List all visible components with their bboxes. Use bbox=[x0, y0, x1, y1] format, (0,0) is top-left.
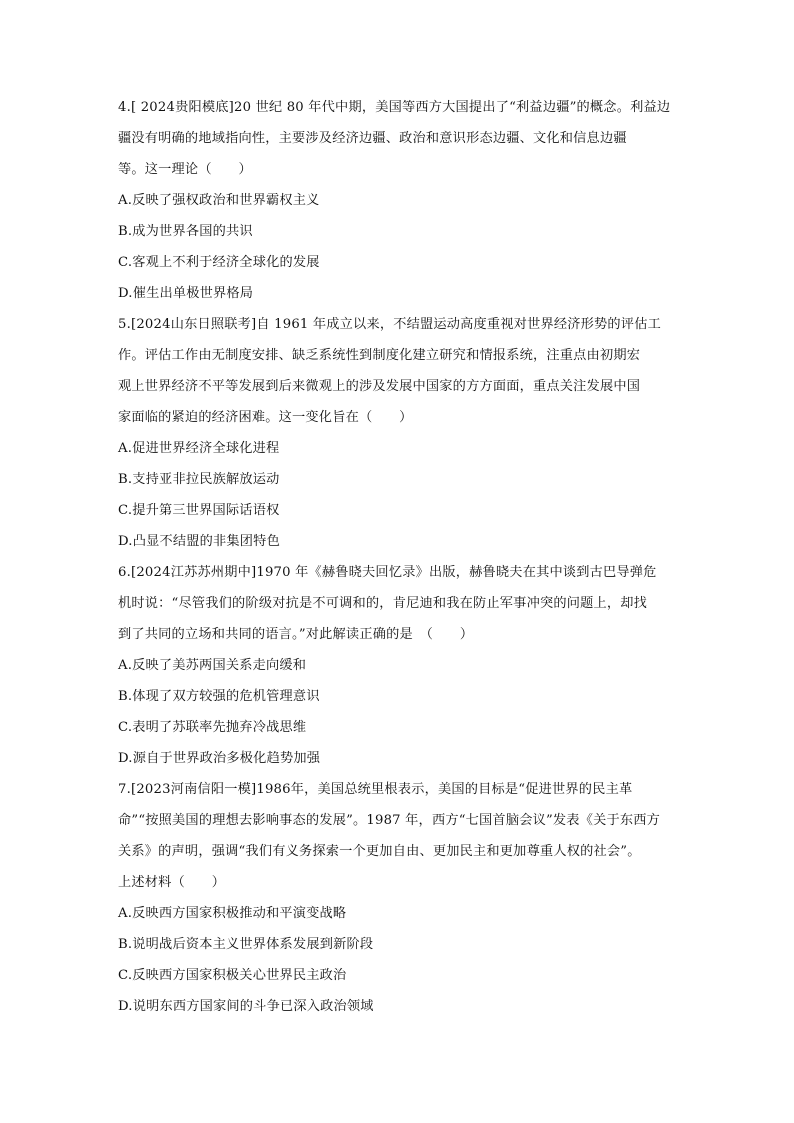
option-a: A.促进世界经济全球化进程 bbox=[118, 441, 280, 456]
stem-line: 机时说：“尽管我们的阶级对抗是不可调和的，肯尼迪和我在防止军事冲突的问题上，却找 bbox=[118, 596, 648, 611]
option-d: D.催生出单极世界格局 bbox=[118, 286, 254, 301]
stem-line: 命”“按照美国的理想去影响事态的发展”。1987 年，西方“七国首脑会议”发表《关于东西方 bbox=[118, 813, 661, 828]
question-stem bbox=[118, 309, 678, 433]
stem-line: 关系》的声明，强调“我们有义务探索一个更加自由、更加民主和更加尊重人权的社会”。 bbox=[118, 844, 641, 859]
option-d: D.源自于世界政治多极化趋势加强 bbox=[118, 751, 321, 766]
option-b: B.说明战后资本主义世界体系发展到新阶段 bbox=[118, 937, 374, 952]
option-b: B.成为世界各国的共识 bbox=[118, 224, 253, 239]
option-c: C.客观上不利于经济全球化的发展 bbox=[118, 255, 320, 270]
option-c: C.提升第三世界国际话语权 bbox=[118, 503, 280, 518]
option-d: D.说明东西方国家间的斗争已深入政治领域 bbox=[118, 999, 374, 1014]
stem-line: 观上世界经济不平等发展到后来微观上的涉及发展中国家的方方面面，重点关注发展中国 bbox=[118, 379, 641, 394]
option-a: A.反映西方国家积极推动和平演变战略 bbox=[118, 906, 347, 921]
stem-line: 家面临的紧迫的经济困难。这一变化旨在（ ） bbox=[118, 410, 413, 425]
stem-line: 5.[2024山东日照联考]自 1961 年成立以来，不结盟运动高度重视对世界经济形势的评估工 bbox=[118, 317, 661, 332]
stem-line: 上述材料（ ） bbox=[118, 875, 226, 890]
option-b: B.支持亚非拉民族解放运动 bbox=[118, 472, 280, 487]
question-5 bbox=[118, 309, 794, 557]
question-4 bbox=[118, 92, 794, 309]
question-stem bbox=[118, 774, 678, 898]
question-stem bbox=[118, 92, 678, 185]
option-b: B.体现了双方较强的危机管理意识 bbox=[118, 689, 320, 704]
stem-line: 7.[2023河南信阳一模]1986年，美国总统里根表示，美国的目标是“促进世界的民主革 bbox=[118, 782, 633, 797]
option-d: D.凸显不结盟的非集团特色 bbox=[118, 534, 280, 549]
question-6 bbox=[118, 557, 794, 774]
stem-line: 4.[ 2024贵阳模底]20 世纪 80 年代中期，美国等西方大国提出了“利益边疆”的概念。利益边 bbox=[118, 100, 671, 115]
stem-line: 疆没有明确的地域指向性，主要涉及经济边疆、政治和意识形态边疆、文化和信息边疆 bbox=[118, 131, 627, 146]
option-c: C.反映西方国家积极关心世界民主政治 bbox=[118, 968, 347, 983]
stem-line: 到了共同的立场和共同的语言。”对此解读正确的是 （ ） bbox=[118, 627, 474, 642]
stem-line: 等。这一理论（ ） bbox=[118, 162, 252, 177]
stem-line: 作。评估工作由无制度安排、缺乏系统性到制度化建立研究和情报系统，注重点由初期宏 bbox=[118, 348, 641, 363]
question-7 bbox=[118, 774, 794, 1022]
stem-line: 6.[2024江苏苏州期中]1970 年《赫鲁晓夫回忆录》出版，赫鲁晓夫在其中谈到古巴导弹危 bbox=[118, 565, 657, 580]
question-stem bbox=[118, 557, 678, 650]
option-c: C.表明了苏联率先抛弃冷战思维 bbox=[118, 720, 307, 735]
option-a: A.反映了强权政治和世界霸权主义 bbox=[118, 193, 320, 208]
option-a: A.反映了美苏两国关系走向缓和 bbox=[118, 658, 307, 673]
